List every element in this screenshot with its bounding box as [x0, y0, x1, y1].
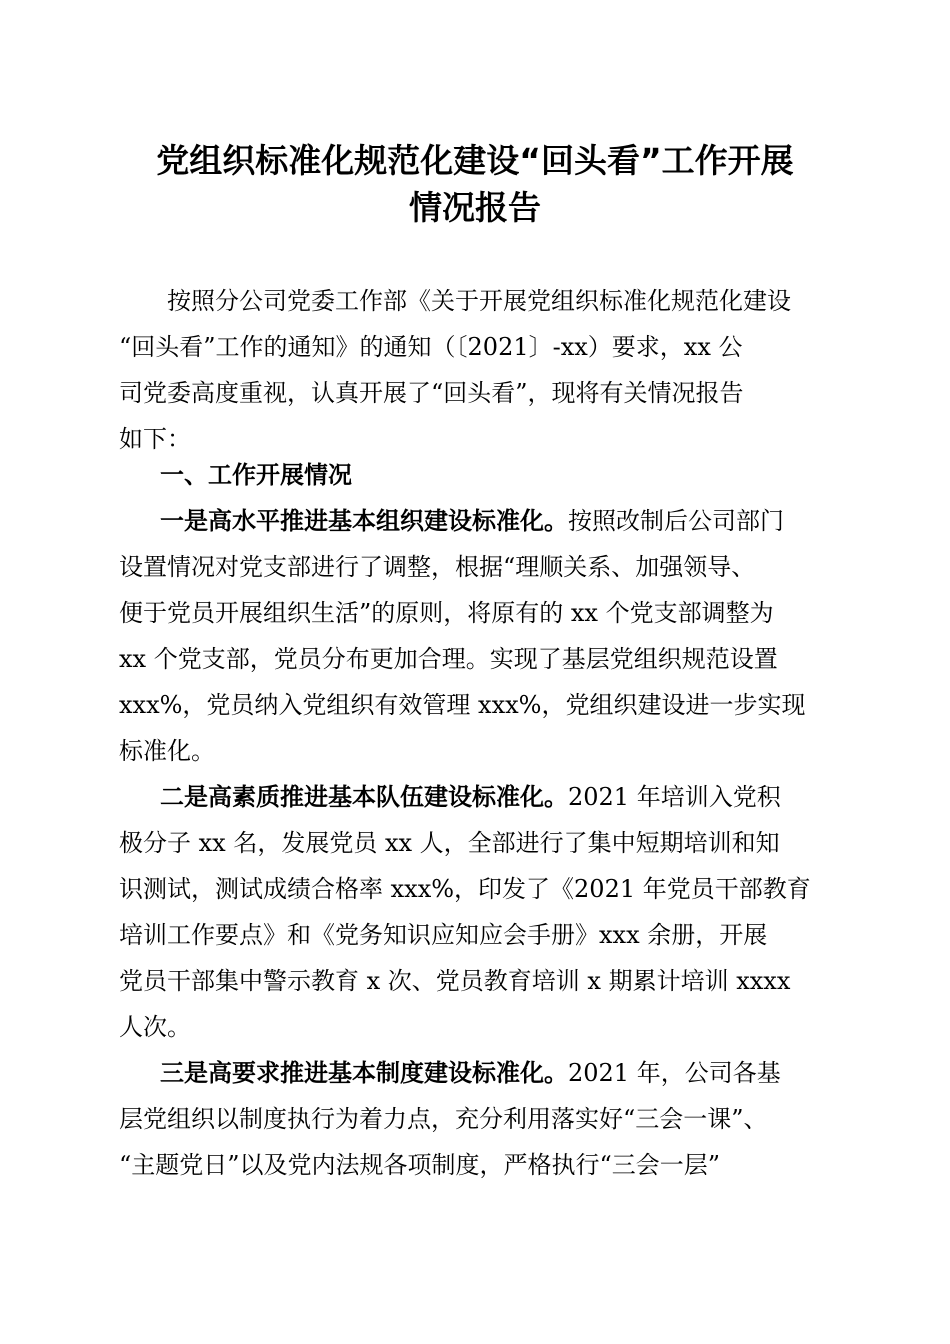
para2-line-1: [160, 774, 781, 820]
document-title-line-1: 党组织标准化规范化建设“回头看”工作开展: [156, 141, 794, 180]
section-heading-1: 一、工作开展情况: [160, 461, 352, 489]
para3-lead: 三是高要求推进基本制度建设标准化。: [160, 1058, 568, 1087]
para1-line-6: 标准化。: [119, 737, 215, 765]
para3-line-2: 层党组织以制度执行为着力点，充分利用落实好“三会一课”、: [119, 1105, 768, 1133]
para1-line-3: 便于党员开展组织生活”的原则，将原有的 xx 个党支部调整为: [119, 599, 774, 627]
para2-line-5: 党员干部集中警示教育 x 次、党员教育培训 x 期累计培训 xxxx: [119, 967, 791, 995]
para3-line-3: “主题党日”以及党内法规各项制度，严格执行“三会一层”: [119, 1151, 721, 1179]
para1-lead: 一是高水平推进基本组织建设标准化。: [160, 506, 568, 535]
para1-line-5: xxx%，党员纳入党组织有效管理 xxx%，党组织建设进一步实现: [119, 691, 806, 719]
para3-line-1-rest: 2021 年，公司各基: [568, 1059, 781, 1087]
intro-line-3: 司党委高度重视，认真开展了“回头看”，现将有关情况报告: [119, 379, 744, 407]
para1-line-2: 设置情况对党支部进行了调整，根据“理顺关系、加强领导、: [119, 553, 756, 581]
para2-line-6: 人次。: [119, 1013, 191, 1041]
para1-line-4: xx 个党支部，党员分布更加合理。实现了基层党组织规范设置: [119, 645, 778, 673]
para2-line-2: 极分子 xx 名，发展党员 xx 人，全部进行了集中短期培训和知: [119, 829, 780, 857]
document-title-line-2: 情况报告: [409, 188, 541, 227]
para2-lead: 二是高素质推进基本队伍建设标准化。: [160, 782, 568, 811]
para1-line-1: [160, 498, 784, 544]
para3-line-1: [160, 1050, 781, 1096]
intro-line-4: 如下：: [119, 425, 191, 453]
para2-line-1-rest: 2021 年培训入党积: [568, 783, 781, 811]
intro-line-1: 按照分公司党委工作部《关于开展党组织标准化规范化建设: [167, 287, 791, 315]
intro-line-2: “回头看”工作的通知》的通知（〔2021〕-xx）要求，xx 公: [119, 333, 743, 361]
para2-line-3: 识测试，测试成绩合格率 xxx%，印发了《2021 年党员干部教育: [119, 875, 811, 903]
para1-line-1-rest: 按照改制后公司部门: [568, 507, 784, 535]
para2-line-4: 培训工作要点》和《党务知识应知应会手册》xxx 余册，开展: [119, 921, 768, 949]
